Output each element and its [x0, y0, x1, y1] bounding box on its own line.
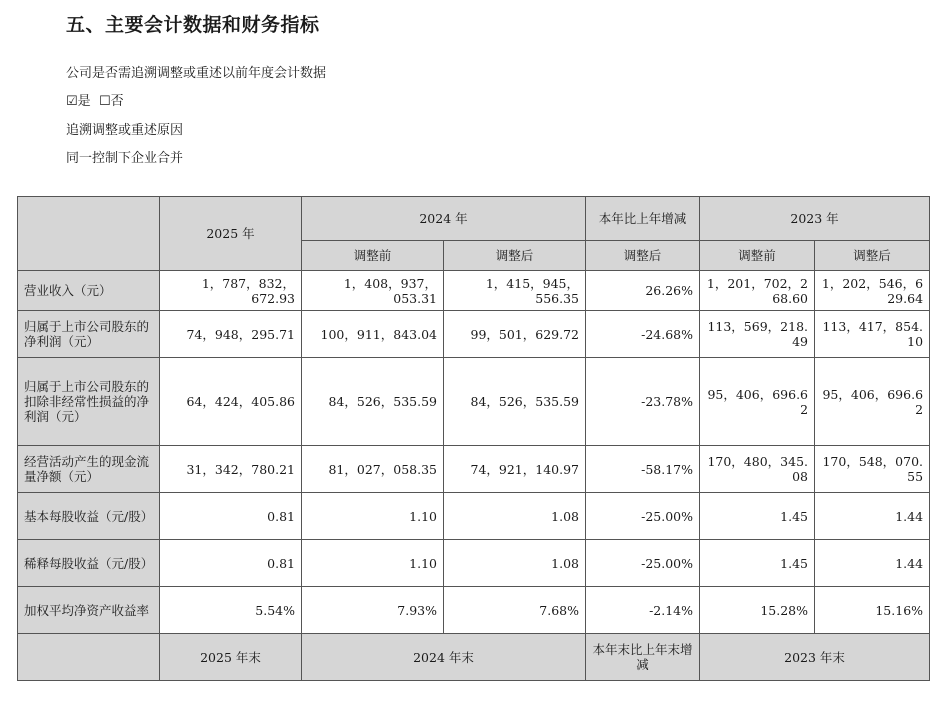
cell-2024-before: 1，408，937，053.31 [302, 271, 444, 311]
row-label: 归属于上市公司股东的净利润（元） [18, 311, 160, 358]
cell-2025: 5.54% [160, 587, 302, 634]
cell-2025: 64，424，405.86 [160, 358, 302, 446]
row-label: 营业收入（元） [18, 271, 160, 311]
header-item-blank [18, 197, 160, 271]
footer-change-end: 本年末比上年末增减 [586, 634, 700, 681]
cell-2024-after: 1，415，945，556.35 [444, 271, 586, 311]
header-2024-before: 调整前 [302, 241, 444, 271]
cell-2023-after: 1，202，546，629.64 [815, 271, 930, 311]
header-change-after: 调整后 [586, 241, 700, 271]
header-2023: 2023 年 [700, 197, 930, 241]
table-row [18, 493, 930, 540]
cell-2024-after: 74，921，140.97 [444, 446, 586, 493]
no-label: 否 [110, 94, 124, 109]
cell-change: -23.78% [586, 358, 700, 446]
cell-2023-after: 95，406，696.62 [815, 358, 930, 446]
footer-2023-end: 2023 年末 [700, 634, 930, 681]
footer-2024-end: 2024 年末 [302, 634, 586, 681]
row-label: 基本每股收益（元/股） [18, 493, 160, 540]
section-heading: 五、主要会计数据和财务指标 [66, 14, 320, 36]
table-row [18, 271, 930, 311]
cell-2023-after: 113，417，854.10 [815, 311, 930, 358]
cell-2024-after: 1.08 [444, 540, 586, 587]
cell-2023-before: 1，201，702，268.60 [700, 271, 815, 311]
cell-2025: 0.81 [160, 540, 302, 587]
restatement-options [66, 90, 124, 109]
reason-label: 追溯调整或重述原因 [66, 123, 184, 138]
row-label: 经营活动产生的现金流量净额（元） [18, 446, 160, 493]
header-2023-after: 调整后 [815, 241, 930, 271]
yes-checkbox[interactable]: ☑ [66, 94, 78, 109]
table-row [18, 540, 930, 587]
cell-2023-after: 1.44 [815, 493, 930, 540]
cell-2024-before: 84，526，535.59 [302, 358, 444, 446]
cell-change: -2.14% [586, 587, 700, 634]
cell-2023-before: 15.28% [700, 587, 815, 634]
cell-2025: 74，948，295.71 [160, 311, 302, 358]
header-2025: 2025 年 [160, 197, 302, 271]
table-row [18, 311, 930, 358]
yes-label: 是 [77, 94, 91, 109]
header-2023-before: 调整前 [700, 241, 815, 271]
header-2024: 2024 年 [302, 197, 586, 241]
cell-change: -25.00% [586, 540, 700, 587]
cell-2023-after: 170，548，070.55 [815, 446, 930, 493]
cell-2023-after: 1.44 [815, 540, 930, 587]
financial-data-table [17, 196, 930, 681]
cell-2023-before: 1.45 [700, 540, 815, 587]
cell-2025: 1，787，832，672.93 [160, 271, 302, 311]
row-label: 加权平均净资产收益率 [18, 587, 160, 634]
row-label: 稀释每股收益（元/股） [18, 540, 160, 587]
cell-2024-before: 1.10 [302, 493, 444, 540]
cell-change: -58.17% [586, 446, 700, 493]
table-footer-row [18, 634, 930, 681]
cell-2024-before: 100，911，843.04 [302, 311, 444, 358]
cell-2024-after: 1.08 [444, 493, 586, 540]
cell-2024-before: 7.93% [302, 587, 444, 634]
cell-2023-after: 15.16% [815, 587, 930, 634]
cell-change: -24.68% [586, 311, 700, 358]
table-row [18, 358, 930, 446]
cell-2024-after: 84，526，535.59 [444, 358, 586, 446]
no-checkbox[interactable]: ☐ [98, 94, 111, 109]
reason-text: 同一控制下企业合并 [66, 151, 184, 166]
cell-2024-after: 99，501，629.72 [444, 311, 586, 358]
cell-2023-before: 1.45 [700, 493, 815, 540]
cell-2024-after: 7.68% [444, 587, 586, 634]
row-label: 归属于上市公司股东的扣除非经常性损益的净利润（元） [18, 358, 160, 446]
cell-2024-before: 1.10 [302, 540, 444, 587]
cell-2025: 31，342，780.21 [160, 446, 302, 493]
footer-item-blank [18, 634, 160, 681]
restatement-question: 公司是否需追溯调整或重述以前年度会计数据 [66, 66, 327, 81]
table-row [18, 587, 930, 634]
table-row [18, 446, 930, 493]
cell-change: 26.26% [586, 271, 700, 311]
cell-2023-before: 113，569，218.49 [700, 311, 815, 358]
cell-2023-before: 95，406，696.62 [700, 358, 815, 446]
header-change: 本年比上年增减 [586, 197, 700, 241]
cell-2025: 0.81 [160, 493, 302, 540]
header-2024-after: 调整后 [444, 241, 586, 271]
cell-2023-before: 170，480，345.08 [700, 446, 815, 493]
cell-change: -25.00% [586, 493, 700, 540]
footer-2025-end: 2025 年末 [160, 634, 302, 681]
cell-2024-before: 81，027，058.35 [302, 446, 444, 493]
